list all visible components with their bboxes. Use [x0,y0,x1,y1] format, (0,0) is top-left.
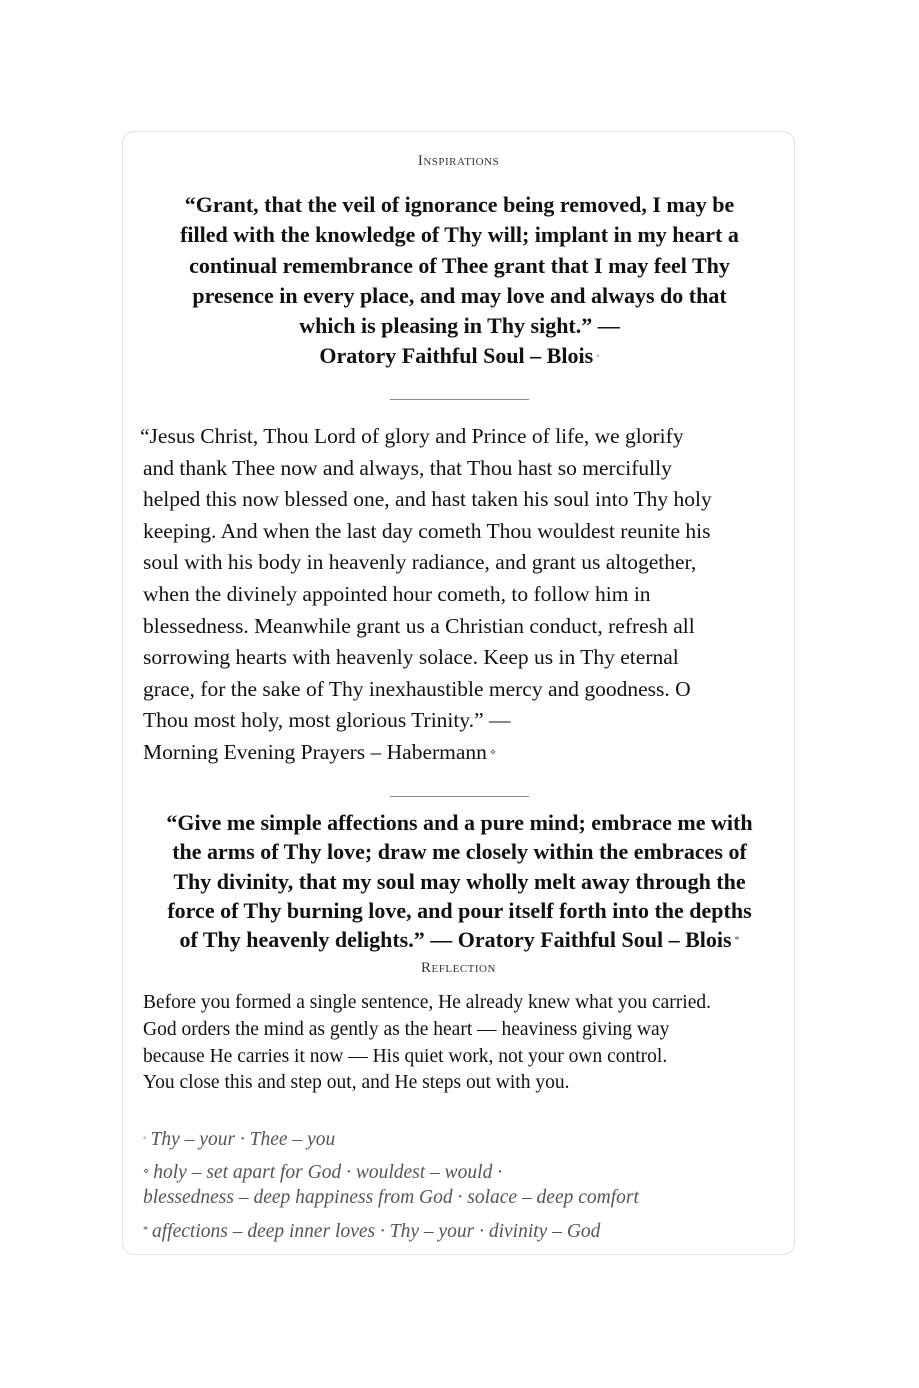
quote-line: when the divinely appointed hour cometh, to follow him in [143,581,651,606]
footnote-marker-asterisk: * [734,935,740,947]
quote-line: “Grant, that the veil of ignorance being removed, I may be [184,192,735,217]
reflection-line: You close this and step out, and He steps out with you. [143,1072,570,1094]
quote-line: force of Thy burning love, and pour itself forth into the depths [167,897,752,923]
section-divider [390,796,529,797]
glossary-note-diamond [143,1159,783,1210]
quote-line: Thy divinity, that my soul may wholly melt away through the [173,868,746,894]
quote-line-with-attribution: of Thy heavenly delights.” — Oratory Faithful Soul – Blois [179,927,732,953]
glossary-text: Thy – your · Thee – you [150,1129,336,1150]
quote-line: Thou most holy, most glorious Trinity.” — [143,708,511,733]
quote-line: sorrowing hearts with heavenly solace. Keep us in Thy eternal [143,645,679,670]
quote-line: keeping. And when the last day cometh Thou wouldest reunite his [143,518,711,543]
quote-line: helped this now blessed one, and hast taken his soul into Thy holy [143,487,712,512]
quote-line: grace, for the sake of Thy inexhaustible mercy and goodness. O [143,676,691,701]
quote-line: presence in every place, and may love and always do that [192,282,727,308]
quote-attribution: Oratory Faithful Soul – Blois [319,343,594,369]
quote-blois-affections [137,808,782,955]
glossary-text: affections – deep inner loves · Thy – your · divinity – God [152,1221,601,1242]
footnote-marker-diamond: ⋄ [143,1166,150,1177]
quote-line: soul with his body in heavenly radiance, and grant us altogether, [143,550,697,575]
reflection-line: God orders the mind as gently as the heart — heaviness giving way [143,1018,670,1040]
section-header-inspirations: Inspirations [417,153,500,169]
quote-line: which is pleasing in Thy sight.” — [299,313,620,339]
quote-line: “Give me simple affections and a pure mind; embrace me with [166,810,753,835]
quote-line: continual remembrance of Thee grant that I may feel Thy [189,252,730,278]
footnote-marker-diamond: ⋄ [489,746,497,758]
footnote-marker-asterisk: * [143,1225,148,1236]
quote-line: blessedness. Meanwhile grant us a Christian conduct, refresh all [143,613,695,638]
quote-attribution-line [137,925,782,955]
footnote-marker-circle: ◦ [143,1133,147,1144]
quote-blois-grant [153,190,766,373]
glossary-note-circle [143,1126,783,1152]
reflection-text [143,990,788,1097]
quote-attribution-line [140,737,780,769]
quote-line: and thank Thee now and always, that Thou hast so mercifully [143,455,672,480]
glossary-line: blessedness – deep happiness from God · solace – deep comfort [143,1187,639,1208]
section-header-reflection: Reflection [421,960,496,976]
reflection-line: because He carries it now — His quiet work, not your own control. [143,1045,668,1067]
glossary-note-asterisk [143,1218,783,1244]
quote-habermann-prayer [140,421,780,769]
devotional-card [122,131,795,1255]
quote-attribution-line [153,341,766,372]
glossary-text: holy – set apart for God · wouldest – would · [153,1162,503,1183]
section-divider [390,399,529,400]
quote-attribution: Morning Evening Prayers – Habermann [143,739,487,764]
glossary-line [143,1126,783,1152]
reflection-line: Before you formed a single sentence, He already knew what you carried. [143,992,711,1013]
footnote-marker-circle: ◦ [596,351,600,363]
glossary-line [143,1218,783,1244]
quote-line: filled with the knowledge of Thy will; implant in my heart a [180,222,739,248]
quote-line: the arms of Thy love; draw me closely within the embraces of [172,839,747,865]
quote-line: “Jesus Christ, Thou Lord of glory and Prince of life, we glorify [140,424,684,448]
glossary-line [143,1159,783,1185]
